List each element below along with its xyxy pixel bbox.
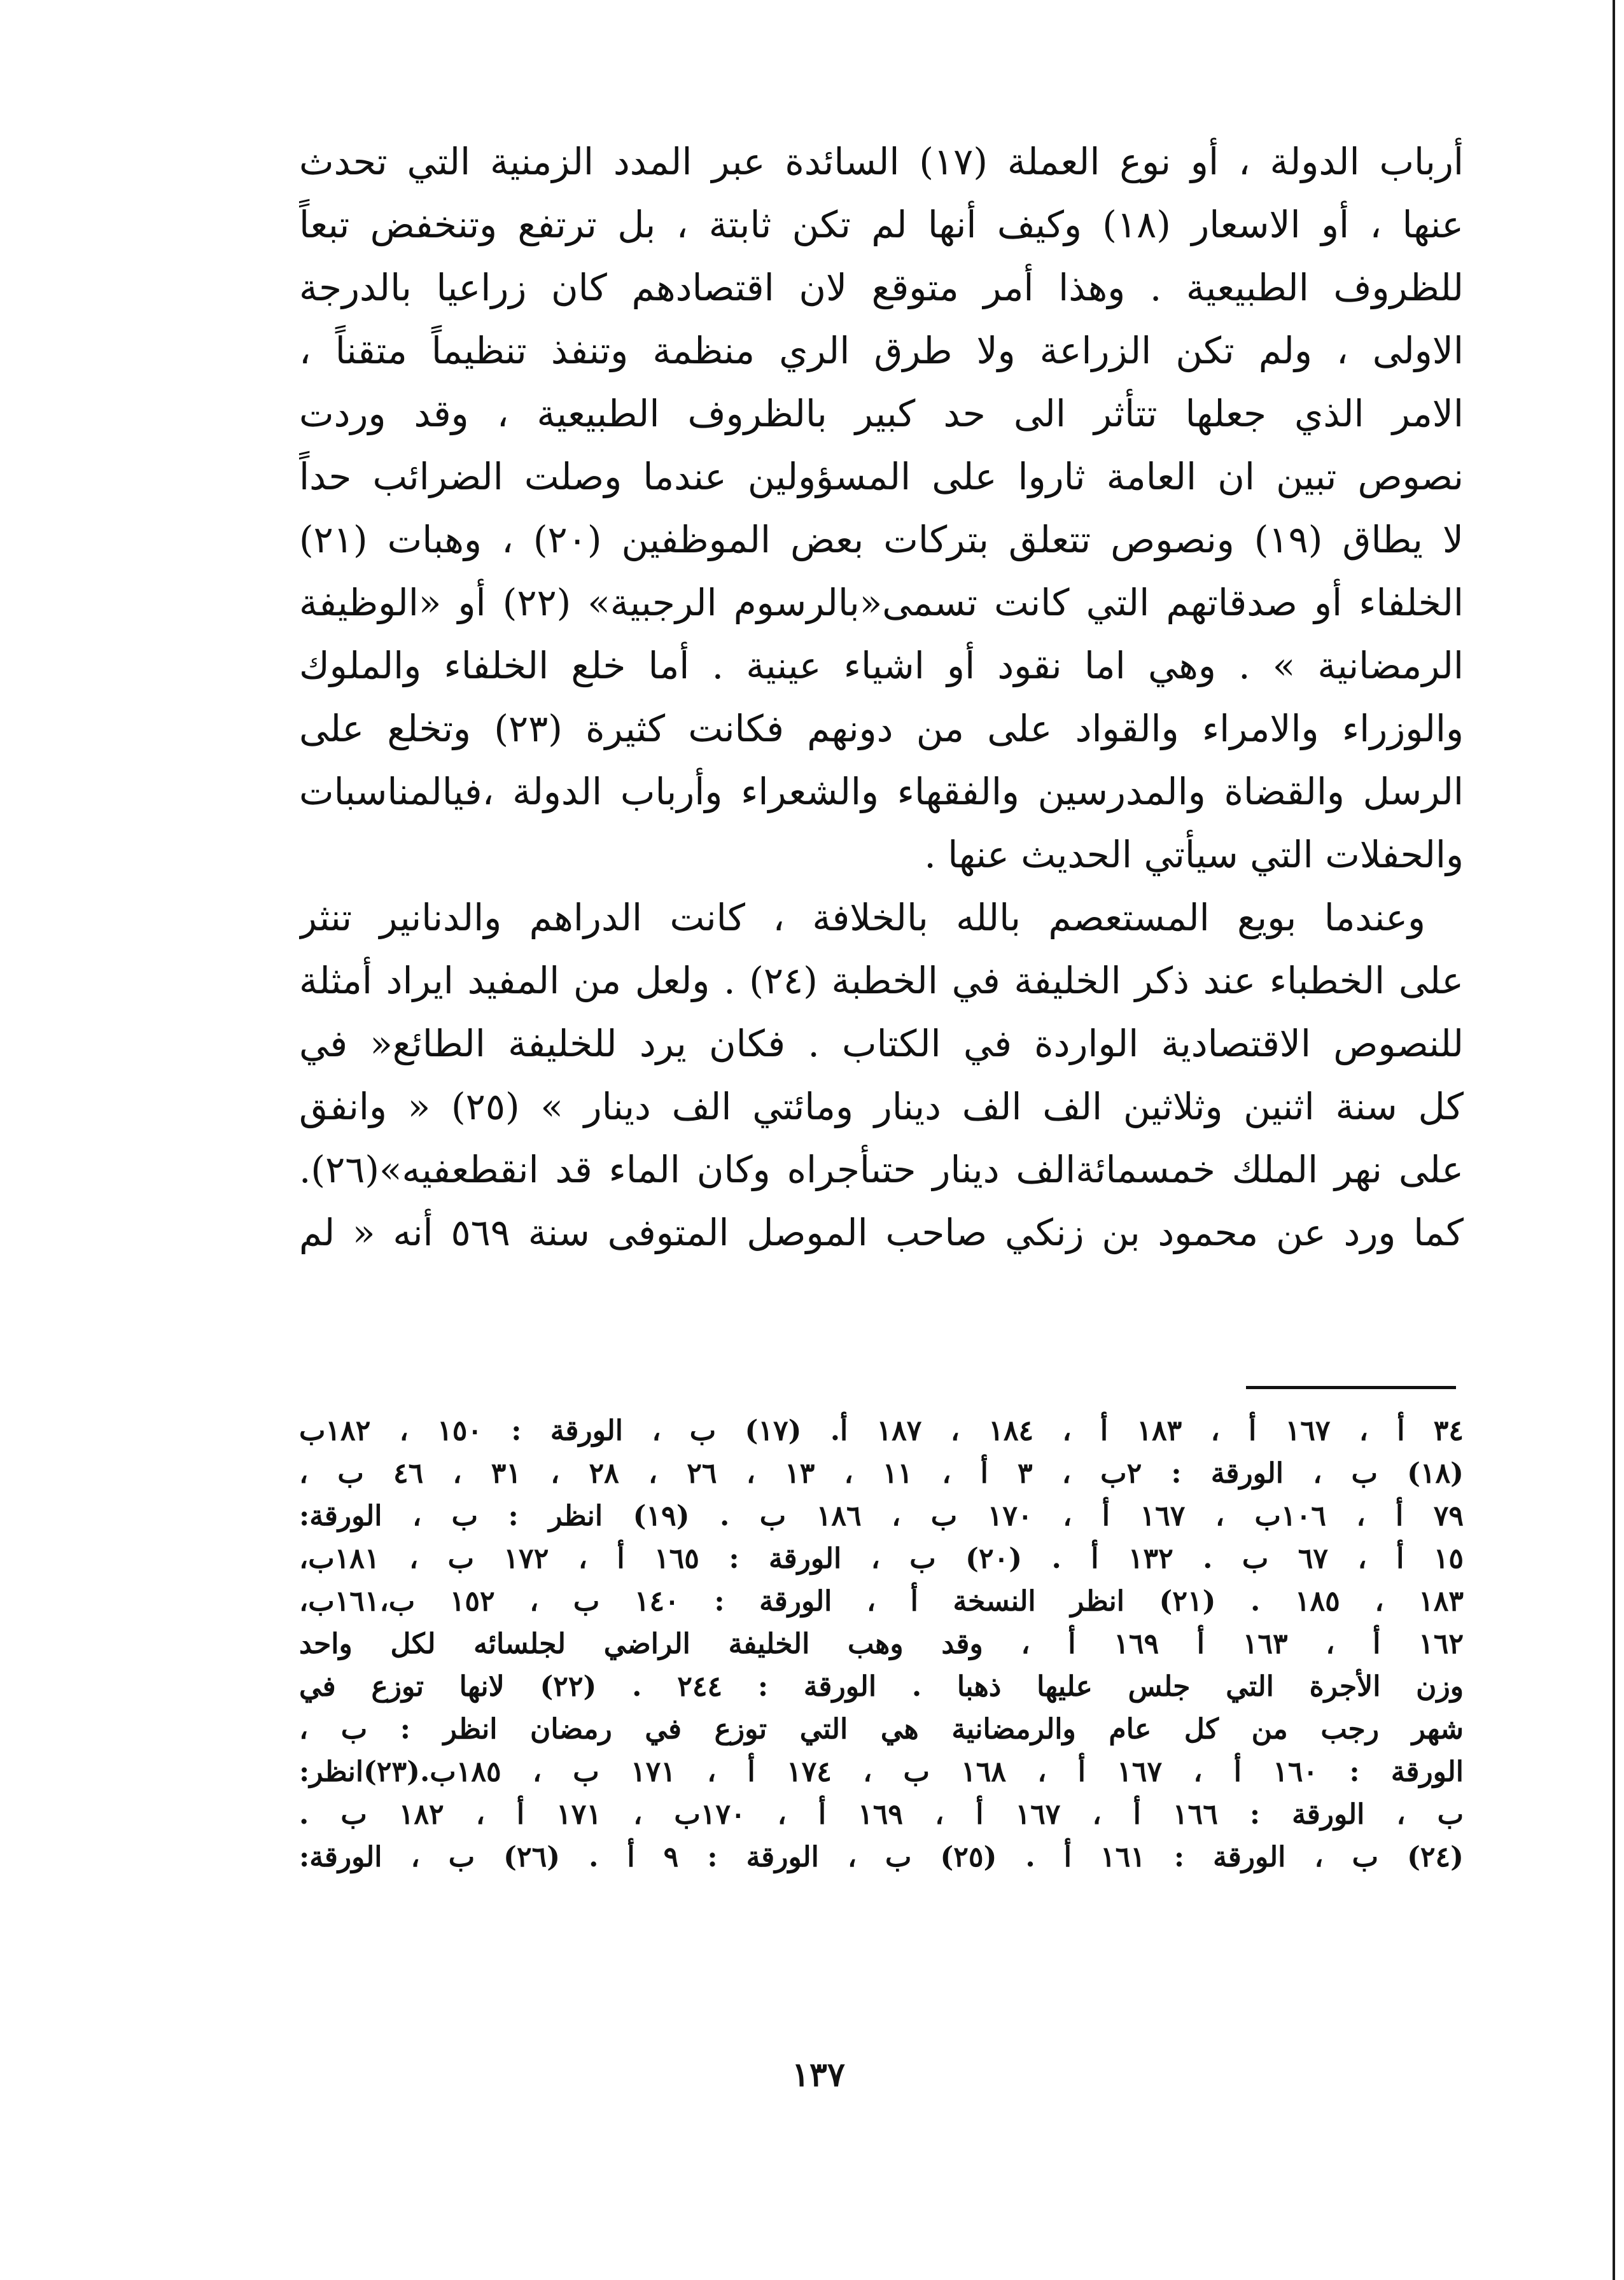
body-line: الاولى ، ولم تكن الزراعة ولا طرق الري منظمة وتنفذ تنظيماً متقناً ، xyxy=(299,329,1464,372)
page-edge-border xyxy=(1613,0,1615,2280)
body-line: والحفلات التي سيأتي الحديث عنها . xyxy=(924,833,1464,876)
body-line: أرباب الدولة ، أو نوع العملة (١٧) السائدة عبر المدد الزمنية التي تحدث xyxy=(299,140,1464,183)
body-line: الرسل والقضاة والمدرسين والفقهاء والشعراء وأرباب الدولة ،فيالمناسبات xyxy=(299,770,1464,813)
footnote-line: وزن الأجرة التي جلس عليها ذهبا . الورقة : ٢٤٤ . (٢٢) لانها توزع في xyxy=(299,1670,1464,1703)
body-line: كل سنة اثنين وثلاثين الف الف دينار ومائتي الف دينار » (٢٥) « وانفق xyxy=(299,1085,1464,1128)
footnote-line: ١٥ أ ، ٦٧ ب . ١٣٢ أ . (٢٠) ب ، الورقة : ١٦٥ أ ، ١٧٢ ب ، ١٨١ب، xyxy=(299,1542,1464,1575)
footnote-separator xyxy=(1246,1386,1456,1389)
footnote-line: ٧٩ أ ، ١٠٦ب ، ١٦٧ أ ، ١٧٠ ب ، ١٨٦ ب . (١٩) انظر : ب ، الورقة: xyxy=(299,1500,1464,1532)
body-line: للنصوص الاقتصادية الواردة في الكتاب . فكان يرد للخليفة الطائع« في xyxy=(299,1022,1464,1065)
body-line: والوزراء والامراء والقواد على من دونهم فكانت كثيرة (٢٣) وتخلع على xyxy=(299,707,1464,750)
body-line: الامر الذي جعلها تتأثر الى حد كبير بالظروف الطبيعية ، وقد وردت xyxy=(299,392,1464,435)
footnote-line: ب ، الورقة : ١٦٦ أ ، ١٦٧ أ ، ١٦٩ أ ، ١٧٠ب ، ١٧١ أ ، ١٨٢ ب . xyxy=(299,1798,1464,1831)
footnote-line: ١٦٢ أ ، ١٦٣ أ ١٦٩ أ ، وقد وهب الخليفة الراضي لجلسائه لكل واحد xyxy=(299,1628,1464,1660)
page-number: ١٣٧ xyxy=(792,2055,845,2094)
body-line: نصوص تبين ان العامة ثاروا على المسؤولين عندما وصلت الضرائب حداً xyxy=(299,455,1464,498)
footnote-line: ٣٤ أ ، ١٦٧ أ ، ١٨٣ أ ، ١٨٤ ، ١٨٧ أ. (١٧) ب ، الورقة : ١٥٠ ، ١٨٢ب xyxy=(299,1415,1464,1447)
body-line: للظروف الطبيعية . وهذا أمر متوقع لان اقتصادهم كان زراعيا بالدرجة xyxy=(299,266,1464,309)
footnote-line: شهر رجب من كل عام والرمضانية هي التي توزع في رمضان انظر : ب ، xyxy=(299,1713,1464,1745)
main-text-block xyxy=(299,130,1464,1264)
footnotes-block xyxy=(299,1409,1464,1878)
footnote-line: (٢٤) ب ، الورقة : ١٦١ أ . (٢٥) ب ، الورقة : ٩ أ . (٢٦) ب ، الورقة: xyxy=(299,1841,1464,1873)
body-line: على الخطباء عند ذكر الخليفة في الخطبة (٢٤) . ولعل من المفيد ايراد أمثلة xyxy=(299,959,1464,1002)
body-line: الرمضانية » . وهي اما نقود أو اشياء عينية . أما خلع الخلفاء والملوك xyxy=(299,644,1464,687)
footnote-line: الورقة : ١٦٠ أ ، ١٦٧ أ ، ١٦٨ ب ، ١٧٤ أ ، ١٧١ ب ، ١٨٥ب.(٢٣)انظر: xyxy=(299,1756,1464,1788)
body-line: وعندما بويع المستعصم بالله بالخلافة ، كانت الدراهم والدنانير تنثر xyxy=(299,896,1425,939)
body-line: عنها ، أو الاسعار (١٨) وكيف أنها لم تكن ثابتة ، بل ترتفع وتنخفض تبعاً xyxy=(299,203,1464,246)
body-line: على نهر الملك خمسمائةالف دينار حتىأجراه وكان الماء قد انقطعفيه»(٢٦). xyxy=(299,1148,1464,1191)
footnote-line: (١٨) ب ، الورقة : ٢ب ، ٣ أ ، ١١ ، ١٣ ، ٢٦ ، ٢٨ ، ٣١ ، ٤٦ ب ، xyxy=(299,1457,1464,1490)
body-line: لا يطاق (١٩) ونصوص تتعلق بتركات بعض الموظفين (٢٠) ، وهبات (٢١) xyxy=(299,518,1464,561)
footnote-line: ١٨٣ ، ١٨٥ . (٢١) انظر النسخة أ ، الورقة : ١٤٠ ب ، ١٥٢ ب،١٦١ب، xyxy=(299,1585,1464,1618)
body-line: الخلفاء أو صدقاتهم التي كانت تسمى«بالرسوم الرجبية» (٢٢) أو «الوظيفة xyxy=(299,581,1464,624)
body-line: كما ورد عن محمود بن زنكي صاحب الموصل المتوفى سنة ٥٦٩ أنه « لم xyxy=(299,1211,1464,1254)
